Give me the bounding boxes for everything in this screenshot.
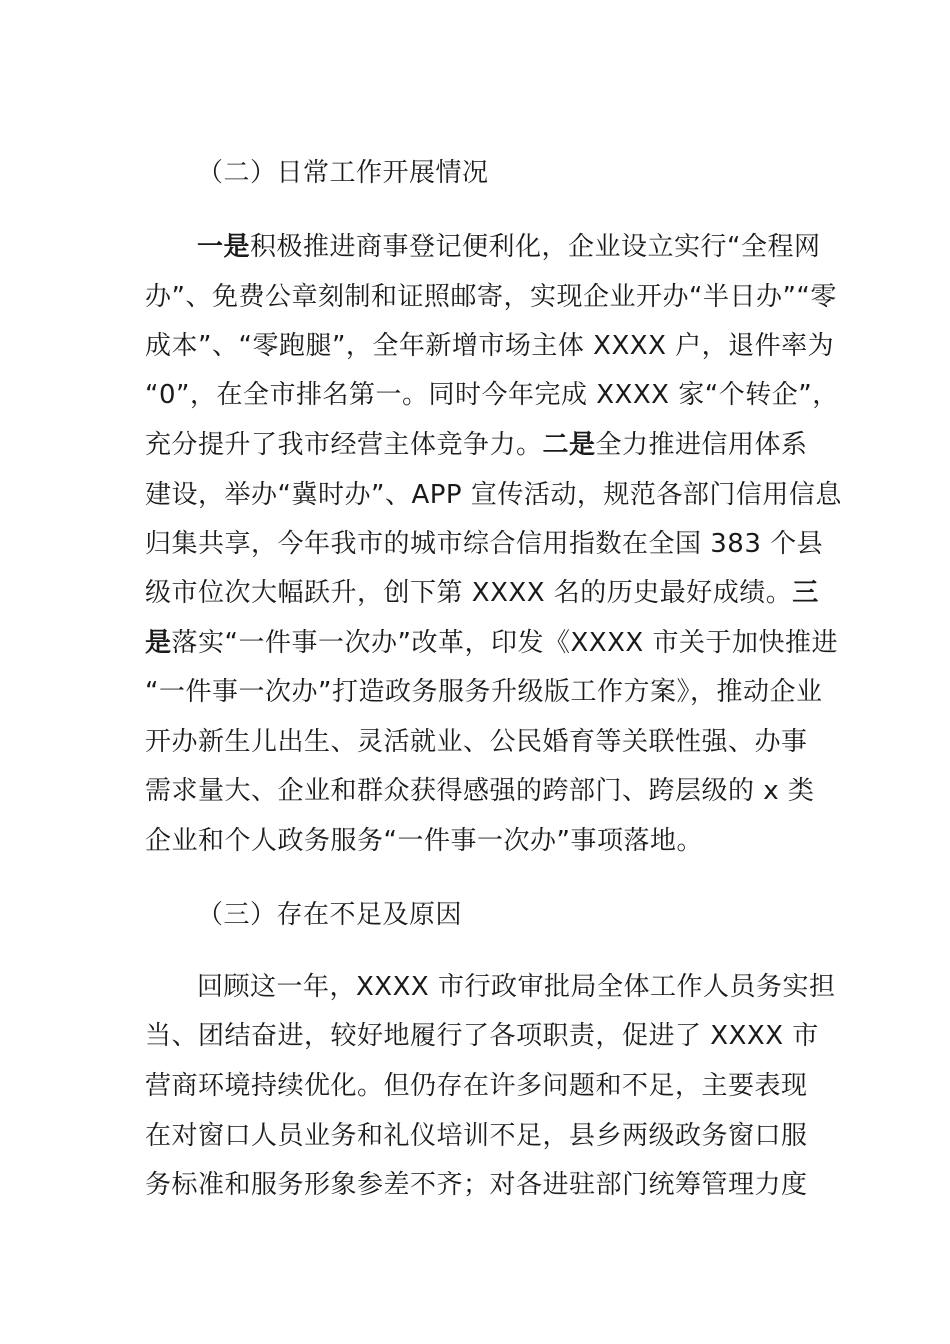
paragraph-text: 积极推进商事登记便利化，企业设立实行“全程网 [250, 232, 821, 262]
paragraph-text: 级市位次大幅跃升，创下第 XXXX 名的历史最好成绩。 [145, 578, 793, 608]
section-heading-3: （三）存在不足及原因 [197, 900, 463, 930]
paragraph-line [197, 230, 821, 264]
emphasis-text: 三 [792, 578, 819, 608]
paragraph-line [145, 576, 819, 610]
paragraph-line [145, 428, 808, 462]
paragraph-line: 当、团结奋进，较好地履行了各项职责，促进了 XXXX 市 [145, 1021, 819, 1051]
emphasis-text: 一是 [197, 232, 251, 262]
paragraph-line: 务标准和服务形象参差不齐；对各进驻部门统筹管理力度 [145, 1170, 808, 1200]
paragraph-text: 落实“一件事一次办”改革，印发《XXXX 市关于加快推进 [171, 628, 838, 658]
paragraph-line: 在对窗口人员业务和礼仪培训不足，县乡两级政务窗口服 [145, 1121, 808, 1151]
paragraph-line: 成本”、“零跑腿”，全年新增市场主体 XXXX 户，退件率为 [145, 331, 835, 361]
paragraph-line: “一件事一次办”打造政务服务升级版工作方案》，推动企业 [145, 677, 823, 707]
paragraph-text: 充分提升了我市经营主体竞争力。 [145, 430, 543, 460]
section-heading-2: （二）日常工作开展情况 [197, 158, 489, 188]
emphasis-text: 是 [145, 628, 172, 658]
paragraph-text: 全力推进信用体系 [595, 430, 808, 460]
paragraph-line: 建设，举办“冀时办”、APP 宣传活动，规范各部门信用信息 [145, 480, 842, 510]
emphasis-text: 二是 [542, 430, 596, 460]
paragraph-line: 营商环境持续优化。但仍存在许多问题和不足，主要表现 [145, 1071, 808, 1101]
paragraph-line: 归集共享，今年我市的城市综合信用指数在全国 383 个县 [145, 529, 824, 559]
paragraph-line: 企业和个人政务服务“一件事一次办”事项落地。 [145, 826, 703, 856]
paragraph-line: 开办新生儿出生、灵活就业、公民婚育等关联性强、办事 [145, 727, 808, 757]
paragraph-line: “0”，在全市排名第一。同时今年完成 XXXX 家“个转企”， [145, 380, 839, 410]
paragraph-line: 需求量大、企业和群众获得感强的跨部门、跨层级的 x 类 [145, 776, 815, 806]
paragraph-line: 回顾这一年，XXXX 市行政审批局全体工作人员务实担 [197, 972, 836, 1002]
paragraph-line [145, 626, 838, 660]
paragraph-line: 办”、免费公章刻制和证照邮寄，实现企业开办“半日办”“零 [145, 282, 837, 312]
